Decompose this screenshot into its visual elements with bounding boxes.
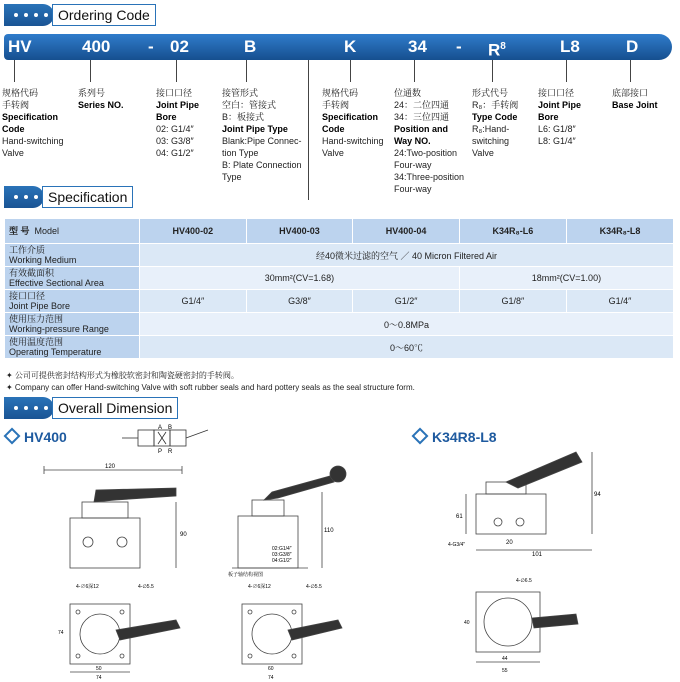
- svg-text:94: 94: [594, 492, 601, 498]
- svg-text:4-∅5.5: 4-∅5.5: [138, 584, 154, 590]
- desc-joint-bore: 接口口径 Joint Pipe Bore 02: G1/4″ 03: G3/8″ 04: G1/2″: [156, 88, 200, 158]
- svg-text:04:G1/2″: 04:G1/2″: [272, 558, 292, 564]
- svg-text:90: 90: [180, 532, 187, 538]
- svg-text:74: 74: [96, 675, 102, 680]
- desc-joint-type: 接管形式 空白：管接式 B：板接式 Joint Pipe Type Blank:Pipe Connec- tion Type B: Plate Connection Type: [222, 88, 302, 182]
- section-title: Overall Dimension: [52, 397, 178, 419]
- svg-text:40: 40: [464, 620, 470, 626]
- table-header-cell: HV400-02: [140, 219, 247, 244]
- spec-table: [4, 218, 674, 359]
- section-title: Ordering Code: [52, 4, 156, 26]
- k34r8-side-drawing: [446, 448, 616, 558]
- svg-text:110: 110: [324, 528, 334, 534]
- code-part: $R^8$: [488, 40, 506, 60]
- table-cell: G1/4″: [566, 290, 673, 313]
- specification-header: [4, 186, 133, 208]
- section-tab: [4, 186, 44, 208]
- product-title-hv400: HV400: [6, 429, 67, 445]
- table-cell: 18mm²(CV=1.00): [459, 267, 673, 290]
- note-cn: ✦ 公司可提供密封结构形式为橡胶软密封和陶瓷硬密封的手转阀。: [6, 371, 239, 380]
- table-row: [5, 313, 674, 336]
- desc-spec-code: 规格代码 手转阀 Specification Code Hand-switching Valve: [2, 88, 64, 158]
- svg-text:74: 74: [58, 630, 64, 636]
- svg-text:4-G3/4″: 4-G3/4″: [448, 542, 466, 548]
- table-cell: G3/8″: [246, 290, 353, 313]
- code-part: -: [456, 37, 462, 56]
- table-header-row: [5, 219, 674, 244]
- desc-position-way: 位通数 24：二位四通 34：三位四通 Position and Way NO. 24:Two-position Four-way 34:Three-position Four-way: [394, 88, 465, 194]
- note-en: ✦ Company can offer Hand-switching Valve with soft rubber seals and hard pottery seals as the seal structure form.: [6, 383, 415, 392]
- row-label: 接口口径 Joint Pipe Bore: [5, 290, 140, 313]
- product-title-k34r8: K34R8-L8: [414, 429, 497, 445]
- k34r8-top-drawing: [456, 574, 596, 680]
- code-part: 400: [82, 37, 111, 56]
- table-cell: 0～0.8MPa: [140, 313, 674, 336]
- svg-text:20: 20: [506, 540, 513, 546]
- table-header-cell: HV400-03: [246, 219, 353, 244]
- svg-text:4-∅5.5: 4-∅5.5: [306, 584, 322, 590]
- hv400-bottom-drawing: [218, 580, 358, 680]
- desc-joint-bore-2: 接口口径 Joint Pipe Bore L6: G1/8″ L8: G1/4″: [538, 88, 582, 146]
- code-part: 34: [408, 37, 427, 56]
- table-cell: 型 号 Model: [5, 219, 140, 244]
- code-part: 02: [170, 37, 189, 56]
- svg-text:120: 120: [104, 464, 116, 470]
- table-cell: 30mm²(CV=1.68): [140, 267, 460, 290]
- row-label: 有效截面积 Effective Sectional Area: [5, 267, 140, 290]
- table-row: [5, 244, 674, 267]
- table-row: [5, 336, 674, 359]
- svg-text:B: B: [168, 425, 173, 431]
- svg-text:板子轴结构视图: 板子轴结构视图: [228, 572, 264, 578]
- desc-type-code: 形式代号 R₈：手转阀 Type Code R₈:Hand- switching Valve: [472, 88, 519, 158]
- row-label: 工作介质 Working Medium: [5, 244, 140, 267]
- table-cell: 0～60℃: [140, 336, 674, 359]
- diamond-icon: [412, 428, 429, 445]
- svg-text:4-∅6深12: 4-∅6深12: [248, 584, 271, 590]
- svg-text:55: 55: [502, 668, 508, 674]
- svg-text:4-∅6.5: 4-∅6.5: [516, 578, 532, 584]
- code-part: L8: [560, 37, 580, 56]
- desc-series: 系列号 Series NO.: [78, 88, 124, 110]
- svg-text:A: A: [158, 425, 163, 431]
- code-part: -: [148, 37, 154, 56]
- row-label: 使用温度范围 Operating Temperature: [5, 336, 140, 359]
- desc-base-joint: 底部接口 Base Joint: [612, 88, 658, 110]
- table-header-cell: K34R₈-L8: [566, 219, 673, 244]
- desc-spec-code-2: 规格代码 手转阀 Specification Code Hand-switching Valve: [322, 88, 384, 158]
- table-cell: G1/2″: [353, 290, 460, 313]
- table-header-cell: HV400-04: [353, 219, 460, 244]
- svg-text:44: 44: [502, 656, 508, 662]
- code-part: B: [244, 37, 257, 56]
- dimension-header: [4, 397, 178, 419]
- svg-text:60: 60: [268, 666, 274, 672]
- section-tab: [4, 397, 54, 419]
- table-cell: G1/4″: [140, 290, 247, 313]
- svg-text:P: P: [158, 449, 163, 454]
- table-header-cell: K34R₈-L6: [459, 219, 566, 244]
- order-code-bar: [4, 34, 672, 60]
- hv400-top-drawing: [56, 580, 196, 680]
- table-cell: 经40微米过滤的空气 ／ 40 Micron Filtered Air: [140, 244, 674, 267]
- svg-text:02:G1/4″: 02:G1/4″: [272, 546, 292, 552]
- code-part: D: [626, 37, 639, 56]
- table-cell: G1/8″: [459, 290, 566, 313]
- svg-text:61: 61: [456, 514, 463, 520]
- diamond-icon: [4, 428, 21, 445]
- table-row: [5, 267, 674, 290]
- ordering-code-header: [4, 4, 156, 26]
- hv400-front-drawing: [212, 462, 362, 582]
- svg-text:50: 50: [96, 666, 102, 672]
- section-tab: [4, 4, 54, 26]
- svg-text:R: R: [168, 449, 173, 454]
- code-part: HV: [8, 37, 32, 56]
- svg-text:4-∅6深12: 4-∅6深12: [76, 584, 99, 590]
- svg-text:101: 101: [532, 552, 543, 558]
- table-row: [5, 290, 674, 313]
- section-title: Specification: [42, 186, 133, 208]
- svg-text:74: 74: [268, 675, 274, 680]
- hv400-side-drawing: [36, 462, 196, 582]
- code-part: K: [344, 37, 357, 56]
- valve-symbol: [118, 424, 212, 454]
- svg-text:03:G3/8″: 03:G3/8″: [272, 552, 292, 558]
- row-label: 使用压力范围 Working-pressure Range: [5, 313, 140, 336]
